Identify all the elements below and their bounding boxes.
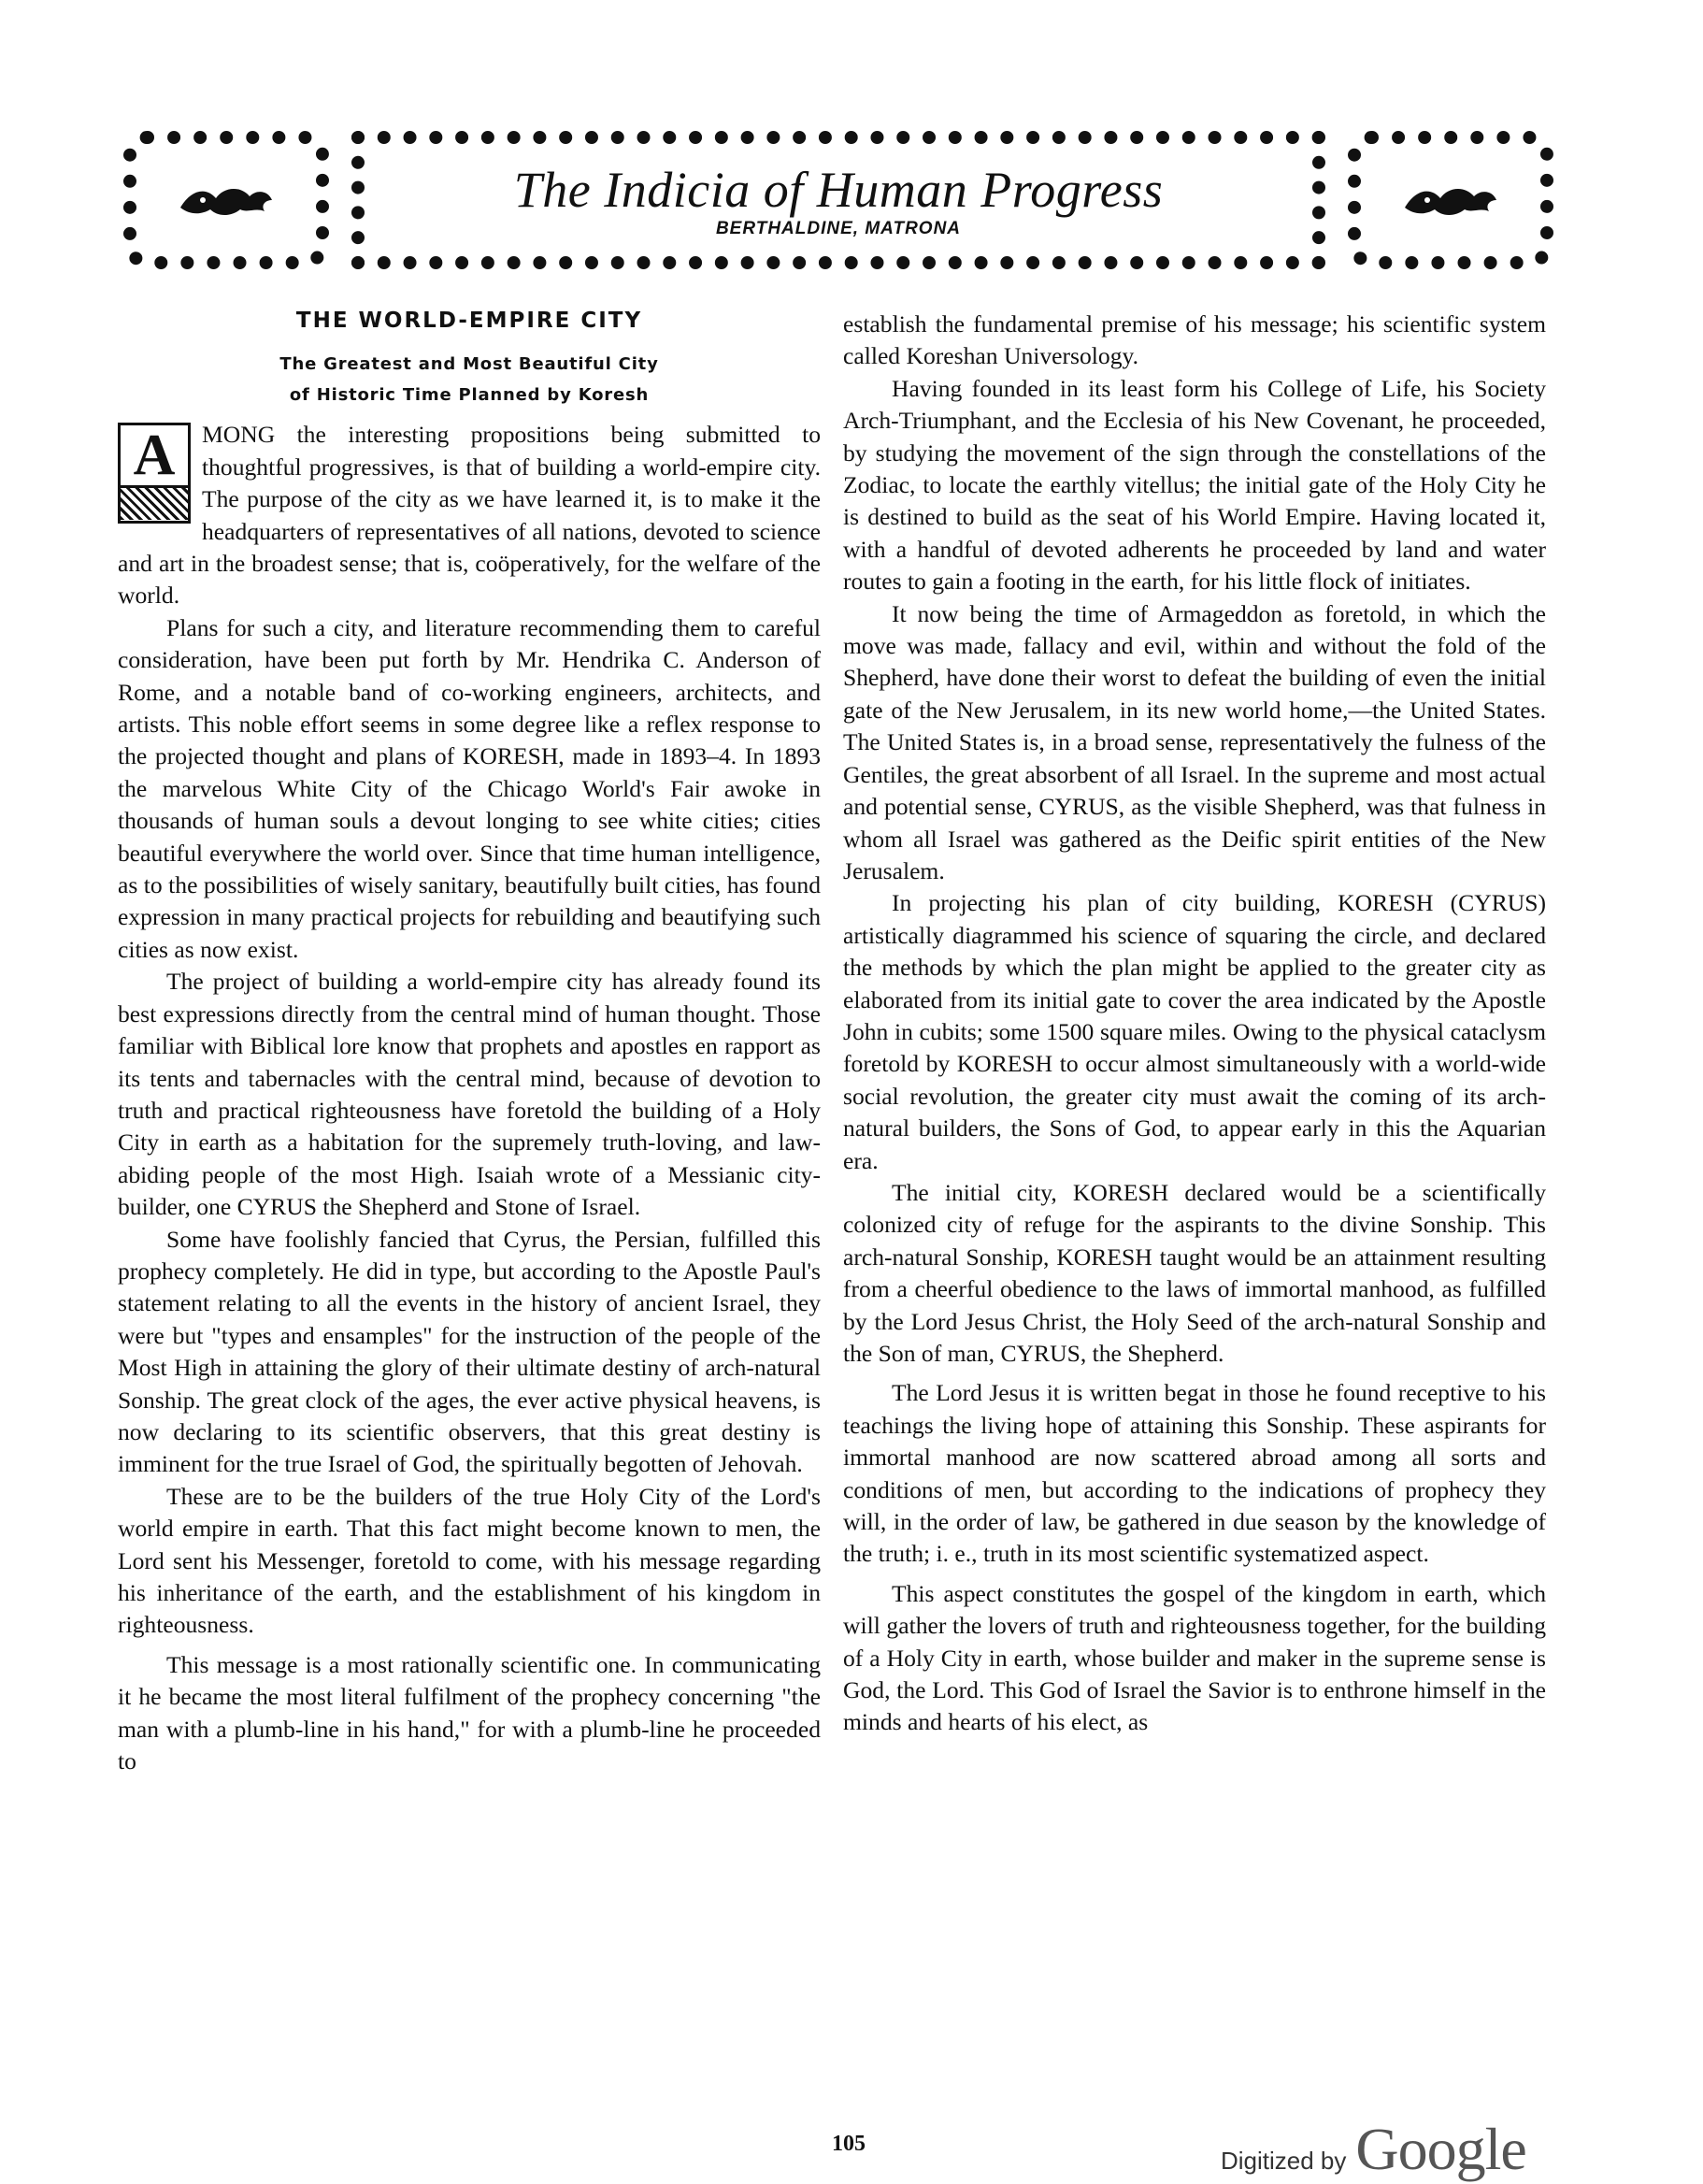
article-subtitle-line1: The Greatest and Most Beautiful City (279, 353, 659, 374)
paragraph: establish the fundamental premise of his message; his scientific system called Koreshan Universology. (843, 310, 1546, 370)
digitized-watermark (1221, 2115, 1526, 2184)
drop-cap-ornament-icon (121, 488, 188, 520)
title-box (351, 131, 1325, 269)
paragraph: The initial city, KORESH declared would be a scientifically colonized city of refuge for the aspirants to the divine Sonship. This arch-natural Sonship, KORESH taught would be an attainment resulting from a cheerful obedience to the laws of immortal manhood, as fulfilled by the Lord Jesus Christ, the Holy Seed of the arch-natural Sonship and the Son of man, CYRUS, the Shepherd. (843, 1178, 1546, 1367)
right-ornament-box (1348, 131, 1553, 269)
drop-cap-letter: A (121, 425, 188, 488)
section-author: BERTHALDINE, MATRONA (715, 219, 962, 238)
dragon-ornament-icon (1399, 180, 1502, 221)
digitized-by-text: Digitized by (1221, 2147, 1347, 2175)
paragraph: The Lord Jesus it is written begat in those he found receptive to his teachings the living hope of attaining this Sonship. These aspirants for immortal manhood are now scattered abroad among all sorts and conditions of men, but according to the indications of prophecy they will, in the order of law, be gathered in due season by the knowledge of the truth; i. e., truth in its most scientific systematized aspect. (843, 1379, 1546, 1568)
paragraph: Having founded in its least form his College of Life, his Society Arch-Triumphant, and the Ecclesia of his New Covenant, he proceeded, by studying the movement of the sign through the constellations of the Zodiac, to locate the earthly vitellus; the initial gate of the Holy City he is destined to build as the seat of his World Empire. Having located it, with a handful of devoted adherents he proceeded by land and water routes to gain a footing in the earth, for his little flock of initiates. (843, 374, 1546, 596)
paragraph: This message is a most rationally scientific one. In communicating it he became the most literal fulfilment of the prophecy concerning "the man with a plumb-line in his hand," for with a plumb-line he proceeded to (118, 1650, 821, 1775)
section-title: The Indicia of Human Progress (513, 162, 1164, 218)
page-number: 105 (832, 2132, 866, 2156)
left-ornament-box (123, 131, 329, 269)
paragraph-text: MONG the interesting propositions being submitted to thoughtful progressives, is that of building a world-empire city. The purpose of the city as we have learned it, is to make it the headquarters of representatives of all nations, devoted to science and art in the broadest sense; that is, coöperatively, for the welfare of the world. (118, 421, 821, 610)
right-column (843, 309, 1546, 1739)
page-header (123, 131, 1553, 269)
paragraph: Some have foolishly fancied that Cyrus, the Persian, fulfilled this prophecy completely. He did in type, but according to the Apostle Paul's statement relating to all the events in the history of ancient Israel, they were but "types and ensamples" for the instruction of the people of the Most High in attaining the glory of their ultimate destiny of arch-natural Sonship. The great clock of the ages, the ever active physical heavens, is now declaring to its scientific observers, that this great destiny is imminent for the true Israel of God, the spiritually begotten of Jehovah. (118, 1225, 821, 1478)
article-title: THE WORLD-EMPIRE CITY (295, 309, 643, 333)
paragraph (118, 419, 821, 611)
paragraph: This aspect constitutes the gospel of the kingdom in earth, which will gather the lovers of truth and righteousness together, for the building of a Holy City in earth, whose builder and maker in the supreme sense is God, the Lord. This God of Israel the Savior is to enthrone himself in the minds and hearts of his elect, as (843, 1579, 1546, 1736)
drop-cap (118, 423, 191, 524)
paragraph: These are to be the builders of the true Holy City of the Lord's world empire in earth. That this fact might become known to men, the Lord sent his Messenger, foretold to come, with his message regarding his inheritance of the earth, and the establishment of his kingdom in righteousness. (118, 1482, 821, 1639)
paragraph: It now being the time of Armageddon as foretold, in which the move was made, fallacy and evil, within and without the fold of the Shepherd, have done their worst to defeat the building of even the initial gate of the New Jerusalem, in its new world home,—the United States. The United States is, in a broad sense, representatively the fulness of the Gentiles, the great absorbent of all Israel. In the supreme and most actual and potential sense, CYRUS, as the visible Shepherd, was that fulness in whom all Israel was gathered as the Deific spirit entities of the New Jerusalem. (843, 599, 1546, 884)
article-subtitle-line2: of Historic Time Planned by Koresh (289, 384, 650, 405)
left-column (118, 309, 821, 1777)
dragon-ornament-icon (175, 180, 278, 221)
paragraph: In projecting his plan of city building, KORESH (CYRUS) artistically diagrammed his science of squaring the circle, and declared the methods by which the plan might be applied to the greater city as elaborated from its initial gate to cover the area indicated by the Apostle John in cubits; some 1500 square miles. Owing to the physical cataclysm foretold by KORESH to occur almost simultaneously with a world-wide social revolution, the greater city must await the coming of its arch-natural builders, the Sons of God, to appear early in this the Aquarian era. (843, 889, 1546, 1174)
paragraph: The project of building a world-empire city has already found its best expressions directly from the central mind of human thought. Those familiar with Biblical lore know that prophets and apostles en rapport as its tents and tabernacles with the central mind, because of devotion to truth and practical righteousness have foretold the building of a Holy City in earth as a habitation for the supremely truth-loving, and law-abiding people of the most High. Isaiah wrote of a Messianic city-builder, one CYRUS the Shepherd and Stone of Israel. (118, 968, 821, 1221)
paragraph: Plans for such a city, and literature recommending them to careful consideration, have been put forth by Mr. Hendrika C. Anderson of Rome, and a notable band of co-working engineers, architects, and artists. This noble effort seems in some degree like a reflex response to the projected thought and plans of KORESH, made in 1893–4. In 1893 the marvelous White City of the Chicago World's Fair awoke in thousands of human souls a devout longing to see white cities; cities beautiful everywhere the world over. Since that time human intelligence, as to the possibilities of wisely sanitary, beautifully built cities, has found expression in many practical projects for rebuilding and beautifying such cities as now exist. (118, 613, 821, 963)
google-logo: Google (1355, 2116, 1526, 2182)
